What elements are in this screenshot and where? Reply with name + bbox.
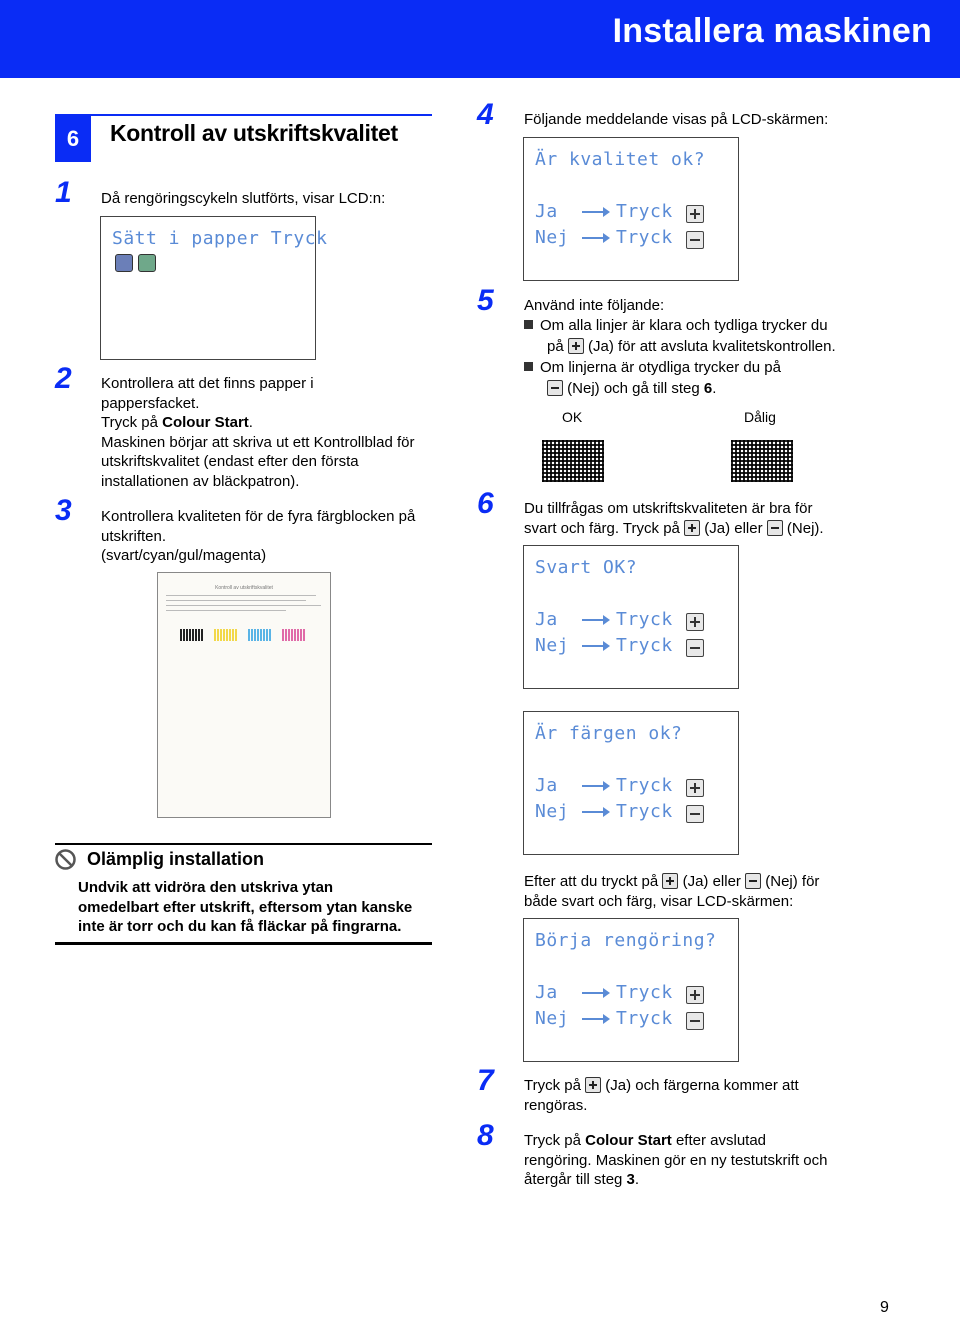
warning-line: inte är torr och du kan få fläckar på fingrarna. [78, 918, 402, 935]
lcd-screen-quality [523, 137, 739, 281]
warning-line: Undvik att vidröra den utskriva ytan [78, 879, 334, 896]
step-6-after-text [524, 872, 819, 911]
plus-key-icon [686, 613, 704, 631]
step-7-line: Tryck på (Ja) och färgerna kommer att [524, 1077, 799, 1094]
plus-key-icon [568, 338, 584, 354]
lcd-title: Är kvalitet ok? [535, 149, 706, 170]
lcd-yes-label: Ja [535, 609, 558, 630]
step-8-line: återgår till steg 3. [524, 1171, 640, 1188]
step-5-bullet-1-cont: på (Ja) för att avsluta kvalitetskontrollen. [547, 338, 836, 355]
step-6-after-line: både svart och färg, visar LCD-skärmen: [524, 892, 794, 910]
lcd-screen-black-ok [523, 545, 739, 689]
lcd-screen-color-ok [523, 711, 739, 855]
step-3-text [101, 507, 415, 566]
step-3-line: (svart/cyan/gul/magenta) [101, 547, 267, 564]
step-6-line: Du tillfrågas om utskriftskvaliteten är bra för [524, 500, 813, 517]
plus-key-icon [686, 205, 704, 223]
lcd-yes-label: Ja [535, 775, 558, 796]
lcd-yes-label: Ja [535, 982, 558, 1003]
step-5-text [524, 296, 944, 400]
warning-text [78, 878, 412, 937]
minus-key-icon [547, 380, 563, 396]
step-8-line: rengöring. Maskinen gör en ny testutskrift och [524, 1151, 828, 1169]
step-5-intro: Använd inte följande: [524, 297, 665, 314]
lcd-no-label: Nej [535, 635, 570, 656]
step-2-line: utskriftskvalitet (endast efter den första [101, 453, 359, 470]
step-5-bullet-2-cont: (Nej) och gå till steg 6. [524, 379, 944, 400]
section-title: Kontroll av utskriftskvalitet [110, 120, 398, 146]
minus-key-icon [686, 1012, 704, 1030]
arrow-right-icon [582, 211, 608, 213]
section-number-tab: 6 [55, 116, 91, 162]
step-3-number: 3 [55, 494, 72, 527]
lcd-press-label: Tryck [616, 801, 673, 822]
bad-label: Dålig [744, 409, 776, 425]
arrow-right-icon [582, 811, 608, 813]
cyan-swatch [248, 629, 272, 641]
lcd-press-label: Tryck [616, 609, 673, 630]
bullet-icon [524, 362, 533, 371]
bad-print-pattern [731, 440, 793, 482]
step-6-text [524, 499, 824, 538]
yellow-swatch [214, 629, 238, 641]
step-3-line: Kontrollera kvaliteten för de fyra färgblocken på [101, 508, 416, 525]
sheet-text-line [166, 610, 286, 611]
plus-key-icon [686, 986, 704, 1004]
arrow-right-icon [582, 785, 608, 787]
step-5-bullet-2: Om linjerna är otydliga trycker du på [524, 358, 944, 379]
arrow-right-icon [582, 619, 608, 621]
warning-title: Olämplig installation [87, 849, 265, 869]
warning-bottom-rule [55, 942, 432, 945]
step-2-line: Kontrollera att det finns papper i [101, 375, 314, 392]
mono-start-icon [115, 254, 133, 272]
lcd-press-label: Tryck [616, 1008, 673, 1029]
step-2-line: Tryck på Colour Start. [101, 414, 253, 431]
sheet-text-line [166, 595, 316, 596]
step-6-after-line: Efter att du tryckt på (Ja) eller (Nej) för [524, 873, 820, 890]
lcd-yes-label: Ja [535, 201, 558, 222]
step-7-number: 7 [477, 1064, 494, 1097]
lcd-press-label: Tryck [616, 635, 673, 656]
lcd-press-label: Tryck [616, 227, 673, 248]
magenta-swatch [282, 629, 306, 641]
step-4-text: Följande meddelande visas på LCD-skärmen: [524, 111, 829, 128]
black-swatch [180, 629, 204, 641]
lcd-screen-load-paper [100, 216, 328, 360]
minus-key-icon [686, 805, 704, 823]
step-2-number: 2 [55, 362, 72, 395]
lcd-text: Sätt i papper Tryck [112, 228, 328, 249]
arrow-right-icon [582, 992, 608, 994]
minus-key-icon [767, 520, 783, 536]
plus-key-icon [662, 873, 678, 889]
lcd-press-label: Tryck [616, 982, 673, 1003]
page-header-title: Installera maskinen [612, 12, 932, 50]
plus-key-icon [585, 1077, 601, 1093]
colour-start-icon [138, 254, 156, 272]
warning-top-rule [55, 843, 432, 845]
step-6-number: 6 [477, 487, 494, 520]
step-1-text: Då rengöringscykeln slutförts, visar LCD:n: [101, 190, 386, 207]
step-6-line: svart och färg. Tryck på (Ja) eller (Nej). [524, 519, 824, 537]
lcd-title: Börja rengöring? [535, 930, 717, 951]
minus-key-icon [686, 639, 704, 657]
minus-key-icon [686, 231, 704, 249]
step-8-number: 8 [477, 1119, 494, 1152]
ok-print-pattern [542, 440, 604, 482]
lcd-no-label: Nej [535, 227, 570, 248]
step-8-text [524, 1131, 828, 1190]
plus-key-icon [684, 520, 700, 536]
lcd-title: Är färgen ok? [535, 723, 683, 744]
step-7-text [524, 1076, 799, 1115]
lcd-title: Svart OK? [535, 557, 638, 578]
arrow-right-icon [582, 645, 608, 647]
step-8-line: Tryck på Colour Start efter avslutad [524, 1132, 767, 1149]
lcd-screen-start-cleaning [523, 918, 739, 1062]
step-2-line: pappersfacket. [101, 394, 200, 412]
lcd-no-label: Nej [535, 801, 570, 822]
prohibited-icon [55, 849, 76, 870]
ok-label: OK [562, 409, 583, 425]
lcd-press-label: Tryck [616, 775, 673, 796]
step-7-line: rengöras. [524, 1096, 588, 1114]
section-rule [55, 114, 432, 116]
step-5-number: 5 [477, 284, 494, 317]
page-number: 9 [880, 1299, 889, 1316]
arrow-right-icon [582, 1018, 608, 1020]
step-1-number: 1 [55, 176, 72, 209]
bullet-icon [524, 320, 533, 329]
step-2-line: installationen av bläckpatron). [101, 472, 300, 490]
warning-line: omedelbart efter utskrift, eftersom ytan kanske [78, 898, 413, 916]
step-4-number: 4 [477, 98, 494, 131]
plus-key-icon [686, 779, 704, 797]
lcd-no-label: Nej [535, 1008, 570, 1029]
lcd-press-label: Tryck [616, 201, 673, 222]
step-3-line: utskriften. [101, 527, 167, 545]
step-2-line: Maskinen börjar att skriva ut ett Kontrollblad för [101, 433, 415, 451]
print-quality-check-sheet [157, 572, 331, 818]
arrow-right-icon [582, 237, 608, 239]
sheet-text-line [166, 605, 321, 606]
step-2-text [101, 374, 414, 491]
step-5-bullet-1: Om alla linjer är klara och tydliga trycker du [524, 316, 944, 337]
sheet-text-line [166, 600, 306, 601]
minus-key-icon [745, 873, 761, 889]
sheet-title: Kontroll av utskriftskvalitet [215, 585, 273, 591]
